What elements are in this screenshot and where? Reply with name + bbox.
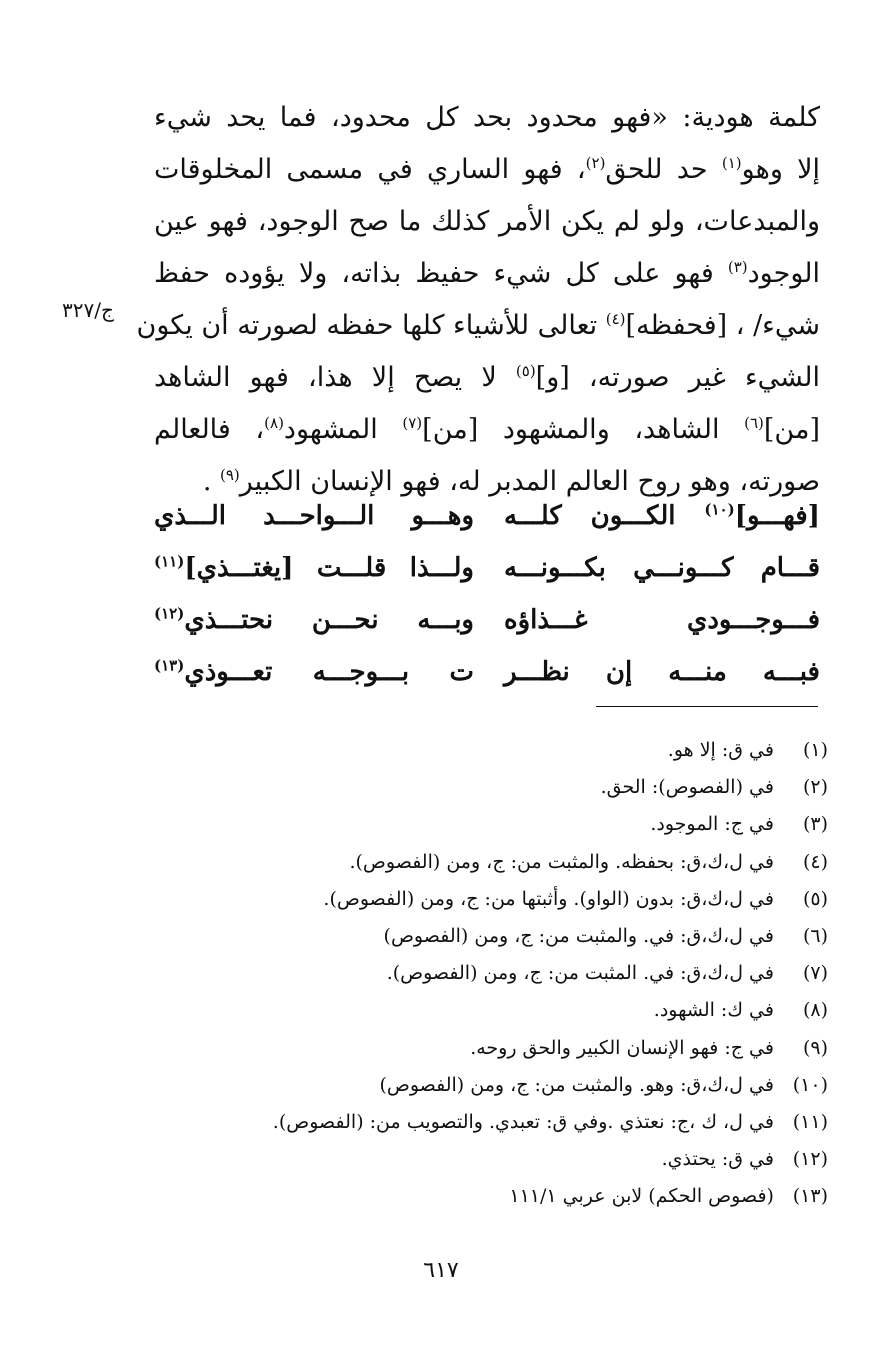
text-segment: تعالى للأشياء كلها حفظه لصورته أن يكون	[136, 310, 606, 341]
text-line	[154, 352, 820, 404]
page-number: ٦١٧	[423, 1258, 459, 1283]
footnote	[68, 844, 828, 881]
poem-verse	[154, 542, 820, 594]
footnote-text: (فصوص الحكم) لابن عربي ١١١/١	[509, 1185, 774, 1208]
footnote-text: في ل، ك ،ج: نعتذي .وفي ق: تعبدي. والتصويب من: (الفصوص).	[272, 1110, 774, 1133]
footnote	[68, 1141, 828, 1178]
text-segment: والمبدعات، ولو لم يكن الأمر كذلك ما صح الوجود، فهو عين	[154, 206, 820, 237]
footnote-marker: (٩)	[220, 466, 240, 484]
text-line	[154, 248, 820, 300]
footnote-text: في ك: الشهود.	[653, 999, 774, 1022]
footnote	[68, 992, 828, 1029]
poem-verse	[154, 490, 820, 542]
footnote-marker: (١)	[721, 154, 742, 172]
footnote-number: (٦)	[802, 924, 828, 947]
footnote	[68, 1104, 828, 1141]
footnote-marker: (٢)	[585, 154, 606, 172]
verse-second-hemistich	[154, 594, 474, 646]
footnote	[68, 881, 828, 918]
verse-first-hemistich	[504, 594, 820, 646]
footnote-number: (٧)	[802, 962, 828, 985]
text-line	[154, 144, 820, 196]
footnote	[68, 769, 828, 806]
text-segment: إلا وهو	[741, 154, 820, 185]
text-segment: الوجود	[747, 258, 820, 289]
margin-volume-reference: ج/٣٢٧	[62, 298, 114, 322]
text-segment: فبـــه منـــه إن نظـــر	[504, 657, 820, 687]
footnote-text: في ل،ك،ق: وهو. والمثبت من: ج، ومن (الفصوص)	[379, 1073, 774, 1096]
footnote-marker: (٨)	[264, 414, 284, 432]
text-segment: المشهود	[283, 414, 403, 445]
poem	[154, 490, 820, 698]
footnote-number: (١)	[802, 739, 828, 761]
text-segment: حد للحق	[605, 154, 722, 185]
text-line	[154, 404, 820, 456]
text-segment: ولـــذا قلـــت [يغتـــذي]	[184, 553, 474, 583]
footnote-number: (٩)	[802, 1036, 828, 1059]
footnote-number: (٣)	[802, 813, 828, 836]
footnote-number: (١١)	[792, 1110, 828, 1133]
text-line	[154, 92, 820, 144]
footnote-number: (٢)	[802, 776, 828, 799]
text-segment: شيء/ ، [فحفظه]	[625, 310, 820, 341]
text-line	[154, 196, 820, 248]
text-segment: ، فالعالم	[154, 414, 265, 445]
verse-first-hemistich	[504, 490, 820, 542]
footnote-marker: (٧)	[402, 414, 423, 432]
text-segment: فـــوجـــودي غـــذاؤه	[504, 605, 820, 635]
text-segment: لا يصح إلا هذا، فهو الشاهد	[154, 362, 516, 393]
text-segment: [فهـــو]	[734, 501, 820, 531]
footnotes	[68, 732, 828, 1215]
verse-first-hemistich	[504, 646, 820, 698]
verse-first-hemistich	[504, 542, 820, 594]
footnote-text: في ق: يحتذي.	[661, 1148, 774, 1171]
footnote-text: في ل،ك،ق: في. والمثبت من: ج، ومن (الفصوص)	[383, 924, 774, 947]
footnote-marker: (٣)	[727, 258, 748, 276]
footnote-marker: (٥)	[515, 362, 536, 380]
footnote-marker: (١٠)	[704, 500, 735, 519]
footnote	[68, 1030, 828, 1067]
text-segment: صورته، وهو روح العالم المدبر له، فهو الإنسان الكبير	[239, 466, 820, 497]
footnote-number: (١٣)	[792, 1185, 828, 1208]
text-segment: كلمة هودية: «فهو محدود بحد كل محدود، فما يحد شيء	[154, 102, 820, 133]
footnote-marker: (١١)	[154, 552, 185, 571]
text-segment: .	[202, 466, 220, 497]
text-segment: ، فهو الساري في مسمى المخلوقات	[154, 154, 586, 185]
footnote	[68, 1067, 828, 1104]
footnote	[68, 806, 828, 843]
footnote-text: في ق: إلا هو.	[667, 739, 774, 761]
footnote	[68, 1178, 828, 1215]
footnote-marker: (٤)	[605, 310, 626, 328]
text-segment: فهو على كل شيء حفيظ بذاته، ولا يؤوده حفظ	[154, 258, 728, 289]
footnote-text: في ج: فهو الإنسان الكبير والحق روحه.	[470, 1036, 774, 1059]
text-segment: [من]	[763, 414, 820, 445]
main-text	[136, 92, 820, 508]
footnote	[68, 918, 828, 955]
verse-second-hemistich	[154, 490, 474, 542]
footnote-text: في ل،ك،ق: بحفظه. والمثبت من: ج، ومن (الفصوص).	[349, 850, 774, 873]
text-segment: وبـــه نحـــن نحتـــذي	[184, 605, 474, 635]
text-segment: الكـــون كلـــه	[504, 501, 705, 531]
footnote-number: (٥)	[802, 887, 828, 910]
footnote-number: (٤)	[802, 850, 828, 873]
verse-second-hemistich	[154, 542, 474, 594]
text-segment: ت بـــوجـــه تعـــوذي	[184, 657, 474, 687]
footnote-marker: (١٢)	[154, 604, 185, 623]
footnote-number: (٨)	[802, 999, 828, 1022]
footnote-text: في ل،ك،ق: بدون (الواو). وأثبتها من: ج، ومن (الفصوص).	[323, 887, 774, 910]
footnote-marker: (١٣)	[154, 656, 185, 675]
text-segment: قـــام كـــونـــي بكـــونـــه	[504, 553, 820, 583]
verse-second-hemistich	[154, 646, 474, 698]
footnote-marker: (٦)	[744, 414, 764, 432]
footnote	[68, 732, 828, 769]
text-segment: وهـــو الـــواحـــد الـــذي	[154, 501, 474, 531]
footnote-text: في ج: الموجود.	[650, 813, 774, 836]
text-segment: الشيء غير صورته، [و]	[535, 362, 820, 393]
footnote	[68, 955, 828, 992]
footnote-text: في ل،ك،ق: في. المثبت من: ج، ومن (الفصوص).	[386, 962, 774, 985]
footnote-number: (١٢)	[792, 1148, 828, 1171]
footnote-divider	[596, 706, 818, 707]
footnote-number: (١٠)	[792, 1073, 828, 1096]
footnote-text: في (الفصوص): الحق.	[600, 776, 774, 799]
poem-verse	[154, 594, 820, 646]
poem-verse	[154, 646, 820, 698]
text-segment: الشاهد، والمشهود [من]	[422, 414, 745, 445]
text-line	[136, 300, 820, 352]
